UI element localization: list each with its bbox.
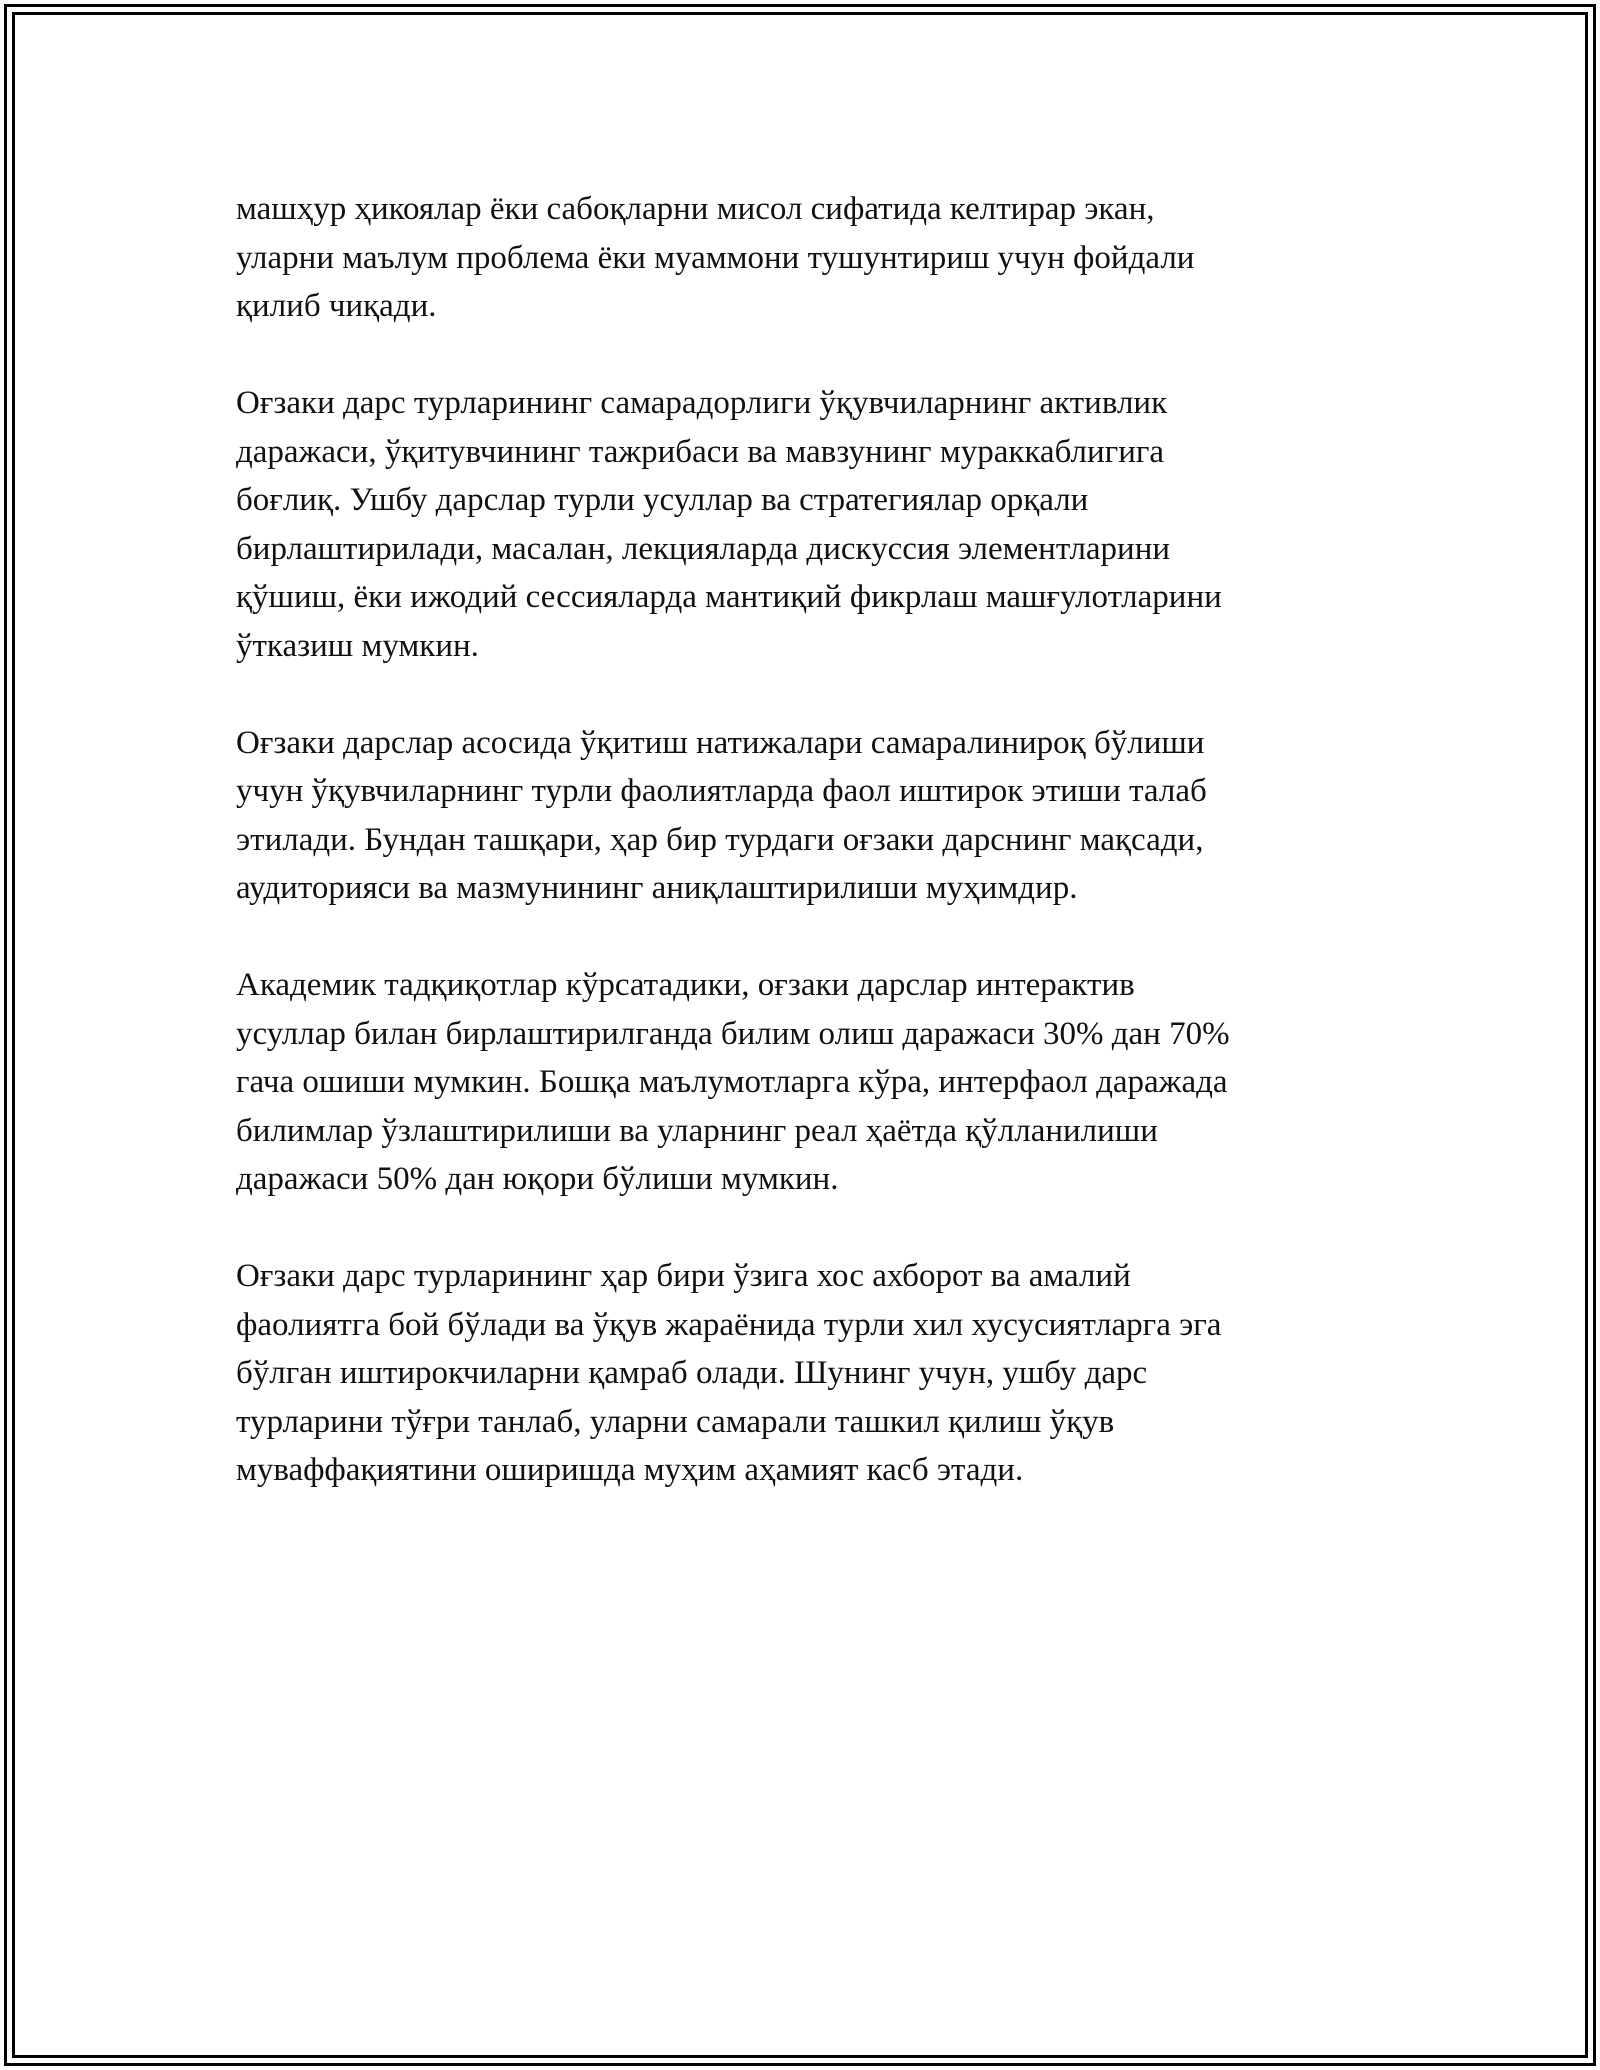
paragraph-2: Оғзаки дарс турларининг самарадорлиги ўқувчиларнинг активлик даражаси, ўқитувчининг тажрибаси ва мавзунинг мураккаблигига боғлиқ. Ушбу дарслар турли усуллар ва стратегиялар орқали бирлаштирилади, масалан, лекцияларда дискуссия элементларини қўшиш, ёки ижодий сессияларда мантиқий фикрлаш машғулотларини ўтказиш мумкин. [236,385,1222,664]
paragraph-4: Академик тадқиқотлар кўрсатадики, оғзаки дарслар интерактив усуллар билан бирлаштирилганда билим олиш даражаси 30% дан 70% гача ошиши мумкин. Бошқа маълумотларга кўра, интерфаол даражада билимлар ўзлаштирилиши ва уларнинг реал ҳаётда қўлланилиши даражаси 50% дан юқори бўлиши мумкин. [236,967,1230,1197]
paragraph-1: машҳур ҳикоялар ёки сабоқларни мисол сифатида келтирар экан, уларни маълум проблема ёки муаммони тушунтириш учун фойдали қилиб чиқади. [236,191,1195,324]
paragraph-3: Оғзаки дарслар асосида ўқитиш натижалари самаралинироқ бўлиши учун ўқувчиларнинг турли фаолиятларда фаол иштирок этиши талаб этилади. Бундан ташқари, ҳар бир турдаги оғзаки дарснинг мақсади, аудиторияси ва мазмунининг аниқлаштирилиши муҳимдир. [236,724,1207,906]
document-body [236,185,1366,1543]
paragraph-5: Оғзаки дарс турларининг ҳар бири ўзига хос ахборот ва амалий фаолиятга бой бўлади ва ўқув жараёнида турли хил хусусиятларга эга бўлган иштирокчиларни қамраб олади. Шунинг учун, ушбу дарс турларини тўғри танлаб, уларни самарали ташкил қилиш ўқув муваффақиятини оширишда муҳим аҳамият касб этади. [236,1258,1222,1488]
